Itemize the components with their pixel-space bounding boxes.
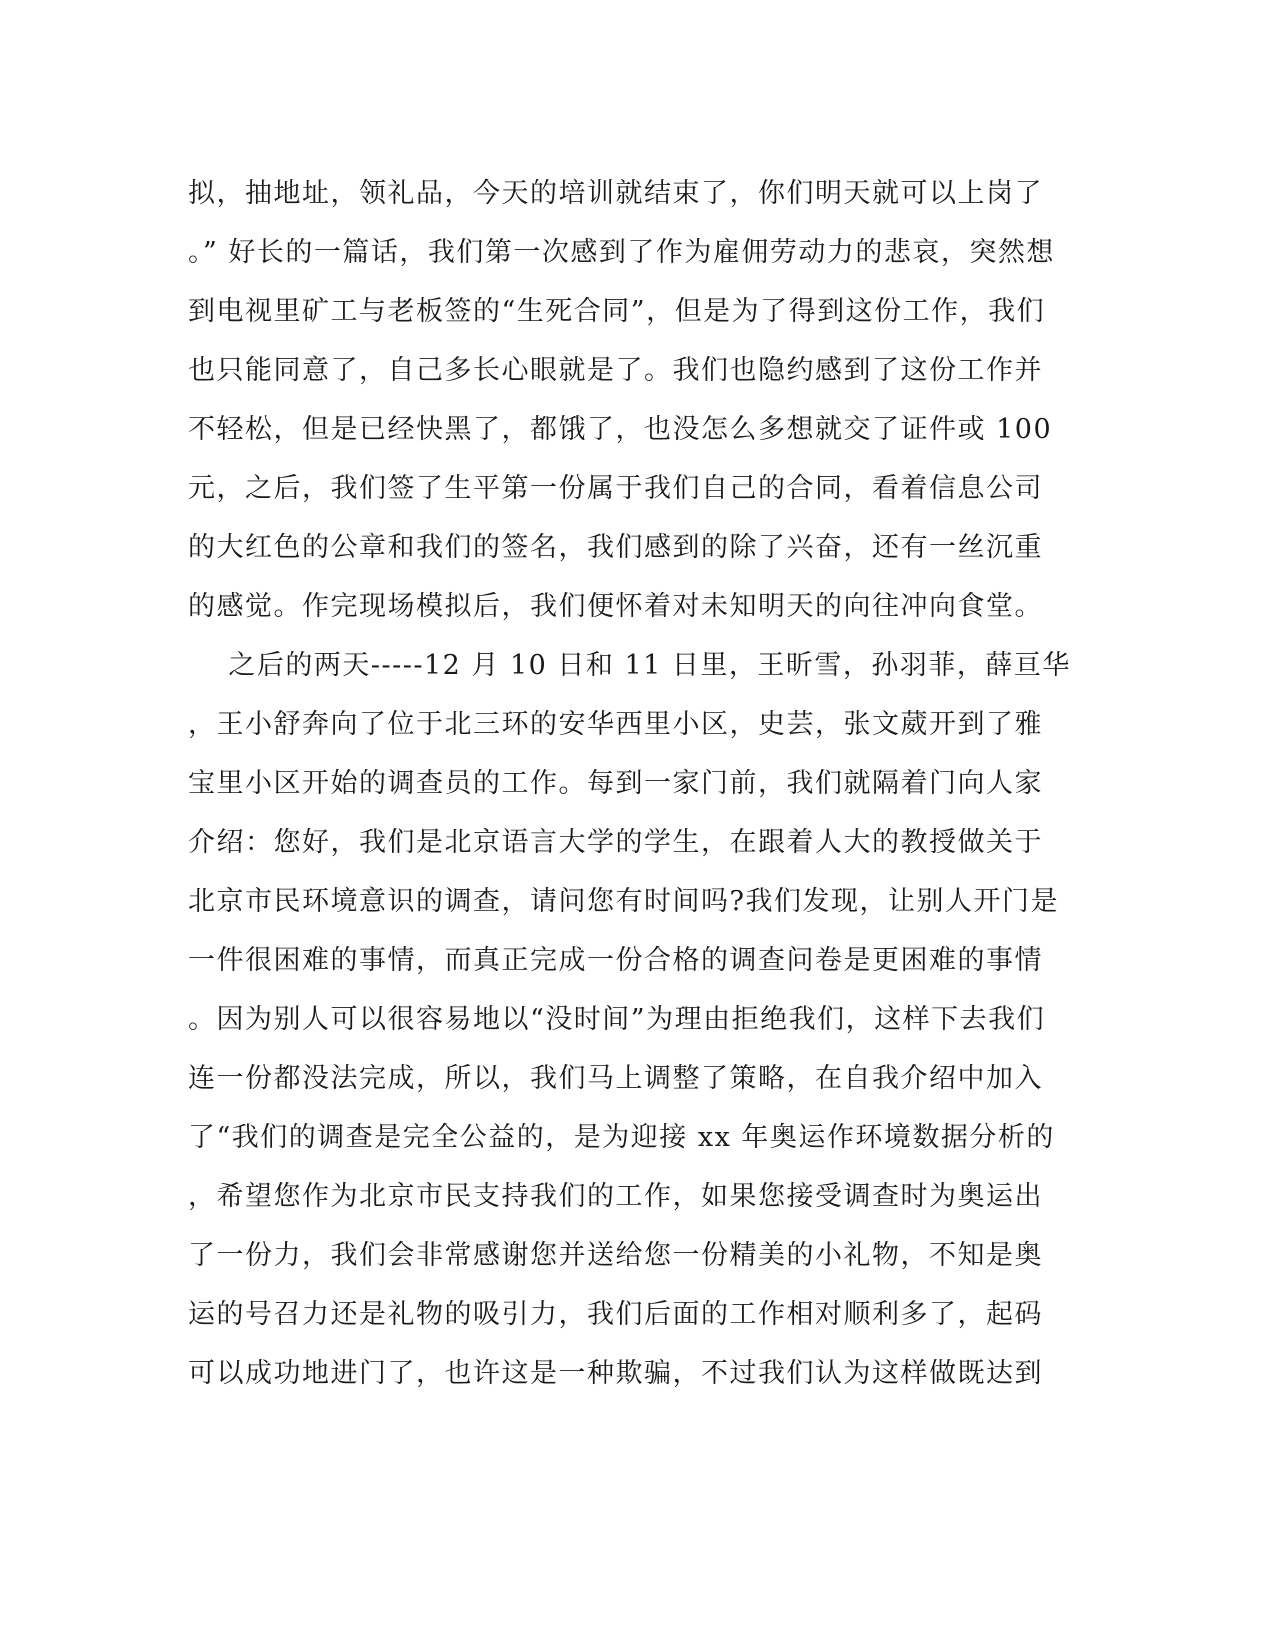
text-line: 了一份力，我们会非常感谢您并送给您一份精美的小礼物，不知是奥	[188, 1240, 1043, 1271]
text-line: 北京市民环境意识的调查，请问您有时间吗?我们发现，让别人开门是	[188, 886, 1059, 917]
text-line: 元，之后，我们签了生平第一份属于我们自己的合同，看着信息公司	[188, 473, 1043, 504]
text-line: 的大红色的公章和我们的签名，我们感到的除了兴奋，还有一丝沉重	[188, 532, 1043, 563]
text-line: 不轻松，但是已经快黑了，都饿了，也没怎么多想就交了证件或 100	[188, 414, 1053, 445]
text-line: 。因为别人可以很容易地以“没时间”为理由拒绝我们，这样下去我们	[188, 1004, 1046, 1035]
text-line: ，希望您作为北京市民支持我们的工作，如果您接受调查时为奥运出	[188, 1181, 1043, 1212]
text-line: ，王小舒奔向了位于北三环的安华西里小区，史芸，张文葳开到了雅	[188, 709, 1043, 740]
text-line: 。” 好长的一篇话，我们第一次感到了作为雇佣劳动力的悲哀，突然想	[188, 237, 1055, 268]
text-line: 介绍：您好，我们是北京语言大学的学生，在跟着人大的教授做关于	[188, 827, 1043, 858]
text-line: 宝里小区开始的调查员的工作。每到一家门前，我们就隔着门向人家	[188, 768, 1043, 799]
body-text	[188, 164, 1088, 1403]
text-line: 也只能同意了，自己多长心眼就是了。我们也隐约感到了这份工作并	[188, 355, 1043, 386]
text-line: 拟，抽地址，领礼品，今天的培训就结束了，你们明天就可以上岗了	[188, 178, 1043, 209]
text-line: 一件很困难的事情，而真正完成一份合格的调查问卷是更困难的事情	[188, 945, 1043, 976]
text-line: 的感觉。作完现场模拟后，我们便怀着对未知明天的向往冲向食堂。	[188, 591, 1043, 622]
text-line: 连一份都没法完成，所以，我们马上调整了策略，在自我介绍中加入	[188, 1063, 1043, 1094]
text-line: 可以成功地进门了，也许这是一种欺骗，不过我们认为这样做既达到	[188, 1358, 1043, 1389]
text-line: 之后的两天-----12 月 10 日和 11 日里，王昕雪，孙羽菲，薛亘华	[188, 650, 1071, 681]
text-line: 运的号召力还是礼物的吸引力，我们后面的工作相对顺利多了，起码	[188, 1299, 1043, 1330]
text-line: 了“我们的调查是完全公益的，是为迎接 xx 年奥运作环境数据分析的	[188, 1122, 1055, 1153]
text-line: 到电视里矿工与老板签的“生死合同”，但是为了得到这份工作，我们	[188, 296, 1046, 327]
